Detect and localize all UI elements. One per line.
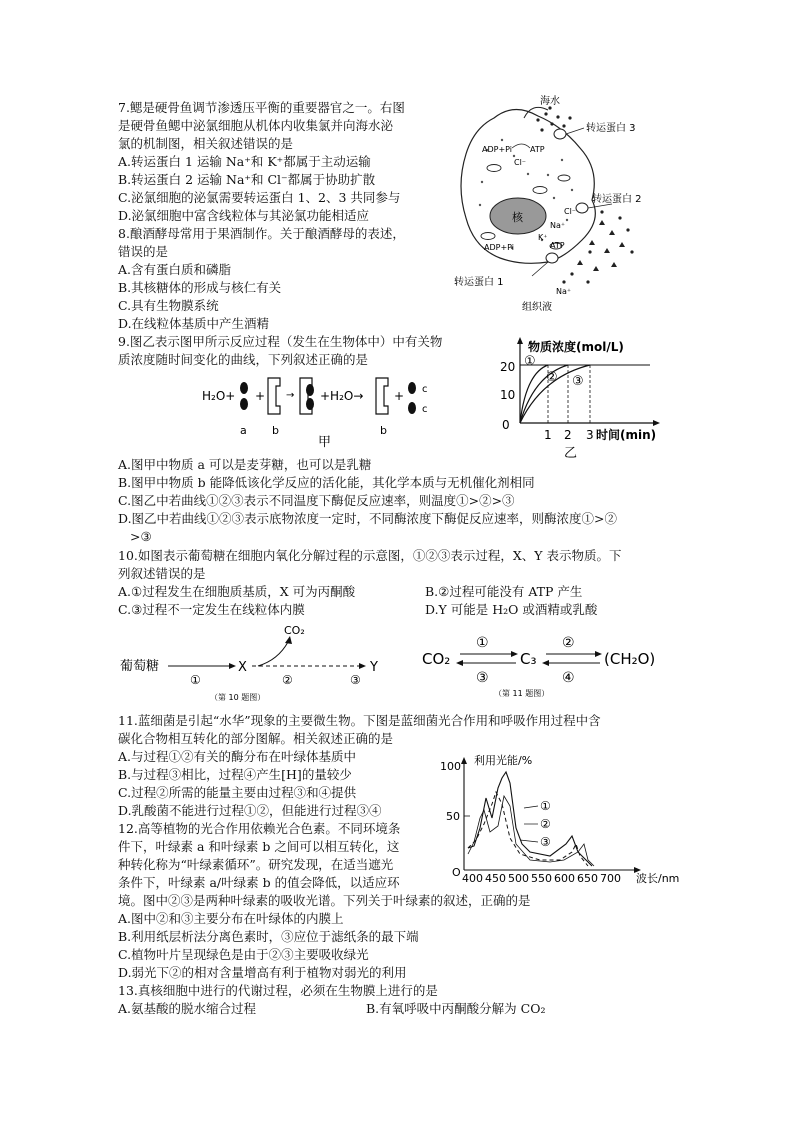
q9-option-c: C.图乙中若曲线①②③表示不同温度下酶促反应速率，则温度①>②>③ <box>118 493 515 508</box>
q9-line-1: 9.图乙表示图甲所示反应过程（发生在生物体中）中有关物 <box>118 334 443 349</box>
jia-label-c1: c <box>422 384 428 395</box>
q12-xlabel: 波长/nm <box>636 872 680 885</box>
q9-option-d: D.图乙中若曲线①②③表示底物浓度一定时，不同酶浓度下酶促反应速率，则酶浓度①>② <box>118 511 618 526</box>
jia-plus-1: + <box>255 389 266 403</box>
yi-curve-3: ③ <box>572 374 584 389</box>
adp-pi-top-label: ADP+Pi <box>482 145 513 154</box>
yi-caption: 乙 <box>564 446 578 461</box>
q9-line-2: 质浓度随时间变化的曲线，下列叙述正确的是 <box>118 352 369 367</box>
q10-glucose-figure <box>118 620 408 705</box>
q8-option-d: D.在线粒体基质中产生酒精 <box>118 316 270 331</box>
q12-option-b: B.利用纸层析法分离色素时，③应位于滤纸条的最下端 <box>118 929 419 944</box>
cl-mid-label: Cl⁻ <box>564 207 577 216</box>
q11-p2: ② <box>562 635 575 651</box>
yi-curve-1: ① <box>524 354 536 369</box>
q12-spectrum-graph <box>440 748 690 888</box>
q11-p4: ④ <box>562 670 575 686</box>
q10-y: Y <box>370 660 378 675</box>
protein2-label: 转运蛋白 2 <box>592 194 642 205</box>
q12-line-5: 境。图中②③是两种叶绿素的吸收光谱。下列关于叶绿素的叙述，正确的是 <box>118 893 531 908</box>
q11-co2: CO₂ <box>422 650 451 668</box>
q12-xtick-650: 650 <box>577 872 598 885</box>
q11-option-d: D.乳酸菌不能进行过程①②，但能进行过程③④ <box>118 803 382 818</box>
q10-p2: ② <box>282 673 293 687</box>
cell-outline <box>461 109 595 263</box>
q11-p3: ③ <box>476 670 489 686</box>
q12-y100: 100 <box>440 760 461 773</box>
q7-option-b: B.转运蛋白 2 运输 Na⁺和 Cl⁻都属于协助扩散 <box>118 172 376 187</box>
q7-line-2: 是硬骨鱼鳃中泌氯细胞从机体内收集氯并向海水泌 <box>118 118 394 133</box>
yi-curve-2: ② <box>546 370 558 385</box>
q11-line-2: 碳化合物相互转化的部分图解。相关叙述正确的是 <box>118 731 394 746</box>
q12-xtick-400: 400 <box>462 872 483 885</box>
q12-ylabel: 利用光能/% <box>474 754 533 767</box>
q8-line-2: 错误的是 <box>118 244 169 259</box>
q12-xtick-600: 600 <box>554 872 575 885</box>
q11-option-a: A.与过程①②有关的酶分布在叶绿体基质中 <box>118 749 357 764</box>
jia-plus-2: + <box>394 389 405 403</box>
q12-curve-3: ③ <box>540 835 551 849</box>
q7-option-d: D.泌氯细胞中富含线粒体与其泌氯功能相适应 <box>118 208 370 223</box>
yi-ytick-10: 10 <box>500 388 516 402</box>
q11-line-1: 11.蓝细菌是引起“水华”现象的主要微生物。下图是蓝细菌光合作用和呼吸作用过程中含 <box>118 713 601 728</box>
q11-option-c: C.过程②所需的能量主要由过程③和④提供 <box>118 785 357 800</box>
q7-option-a: A.转运蛋白 1 运输 Na⁺和 K⁺都属于主动运输 <box>118 154 371 169</box>
q9-option-a: A.图甲中物质 a 可以是麦芽糖，也可以是乳糖 <box>118 457 372 472</box>
nucleus-label: 核 <box>512 211 523 224</box>
q8-option-a: A.含有蛋白质和磷脂 <box>118 262 232 277</box>
q9-reaction-figure <box>200 372 450 452</box>
yi-xtick-1: 1 <box>544 428 552 442</box>
jia-label-b1: b <box>272 424 279 437</box>
jia-label-c2: c <box>422 404 428 415</box>
cl-top-label: Cl⁻ <box>514 158 527 167</box>
q8-option-b: B.其核糖体的形成与核仁有关 <box>118 280 282 295</box>
q12-xtick-500: 500 <box>508 872 529 885</box>
jia-label-b2: b <box>380 424 387 437</box>
q12-line-1: 12.高等植物的光合作用依赖光合色素。不同环境条 <box>118 821 401 836</box>
protein1-label: 转运蛋白 1 <box>454 277 504 288</box>
q11-option-b: B.与过程③相比，过程④产生[H]的量较少 <box>118 767 352 782</box>
q10-p1: ① <box>190 673 201 687</box>
q12-line-2: 件下，叶绿素 a 和叶绿素 b 之间可以相互转化，这 <box>118 839 400 854</box>
q12-xtick-550: 550 <box>531 872 552 885</box>
jia-caption: 甲 <box>318 435 332 450</box>
q12-option-d: D.弱光下②的相对含量增高有利于植物对弱光的利用 <box>118 965 407 980</box>
q13-line-1: 13.真核细胞中进行的代谢过程，必须在生物膜上进行的是 <box>118 983 438 998</box>
q8-option-c: C.具有生物膜系统 <box>118 298 219 313</box>
q12-xtick-450: 450 <box>485 872 506 885</box>
q10-glucose: 葡萄糖 <box>120 659 160 674</box>
q11-caption: （第 11 题图） <box>494 689 550 698</box>
q11-p1: ① <box>476 635 489 651</box>
jia-label-a: a <box>240 424 247 437</box>
q13-option-b: B.有氧呼吸中丙酮酸分解为 CO₂ <box>366 1001 546 1016</box>
q12-curve-1: ① <box>540 799 551 813</box>
q9-option-b: B.图甲中物质 b 能降低该化学反应的活化能，其化学本质与无机催化剂相同 <box>118 475 535 490</box>
q11-carbon-figure <box>420 630 680 705</box>
q10-option-a: A.①过程发生在细胞质基质，X 可为丙酮酸 <box>118 584 356 599</box>
q10-x: X <box>238 660 247 675</box>
q10-p3: ③ <box>350 673 361 687</box>
yi-ylabel: 物质浓度(mol/L) <box>528 340 624 354</box>
svg-text:→: → <box>286 390 295 401</box>
q12-origin: O <box>452 866 461 879</box>
seawater-label: 海水 <box>540 96 560 107</box>
q10-line-1: 10.如图表示葡萄糖在细胞内氧化分解过程的示意图，①②③表示过程，X、Y 表示物质。下 <box>118 548 622 563</box>
jia-h2o-2: +H₂O→ <box>320 389 364 403</box>
q10-option-d: D.Y 可能是 H₂O 或酒精或乳酸 <box>425 602 598 617</box>
k-mid-label: K⁺ <box>538 233 548 242</box>
q7-line-3: 氯的机制图，相关叙述错误的是 <box>118 136 294 151</box>
adp-pi-bottom-label: ADP+Pi <box>484 243 515 252</box>
na-mid-label: Na⁺ <box>550 221 566 230</box>
q12-option-c: C.植物叶片呈现绿色是由于②③主要吸收绿光 <box>118 947 369 962</box>
tissue-fluid-label: 组织液 <box>522 302 552 313</box>
jia-h2o-1: H₂O+ <box>202 389 236 403</box>
atp-bottom-label: ATP <box>550 241 565 250</box>
q11-ch2o: (CH₂O) <box>604 650 656 668</box>
q12-y50: 50 <box>446 810 460 823</box>
q10-co2: CO₂ <box>284 624 305 637</box>
q7-chloride-cell-figure <box>452 90 652 315</box>
q12-line-4: 条件下，叶绿素 a/叶绿素 b 的值会降低，以适应环 <box>118 875 400 890</box>
protein3-label: 转运蛋白 3 <box>586 123 636 134</box>
yi-xtick-2: 2 <box>564 428 572 442</box>
q13-option-a: A.氨基酸的脱水缩合过程 <box>118 1001 257 1016</box>
atp-top-label: ATP <box>530 145 545 154</box>
yi-origin: 0 <box>502 418 510 432</box>
q12-xtick-700: 700 <box>600 872 621 885</box>
yi-xlabel: 时间(min) <box>596 428 657 442</box>
q10-line-2: 列叙述错误的是 <box>118 566 206 581</box>
q10-caption: （第 10 题图） <box>210 693 266 702</box>
q12-curve-2: ② <box>540 817 551 831</box>
q7-option-c: C.泌氯细胞的泌氯需要转运蛋白 1、2、3 共同参与 <box>118 190 401 205</box>
q11-c3: C₃ <box>520 650 537 668</box>
yi-xtick-3: 3 <box>586 428 594 442</box>
q12-line-3: 种转化称为“叶绿素循环”。研究发现，在适当遮光 <box>118 857 394 872</box>
q9-concentration-graph <box>490 333 710 463</box>
q10-option-b: B.②过程可能没有 ATP 产生 <box>425 584 583 599</box>
q8-line-1: 8.酿酒酵母常用于果酒制作。关于酿酒酵母的表述， <box>118 226 405 241</box>
q12-option-a: A.图中②和③主要分布在叶绿体的内膜上 <box>118 911 344 926</box>
yi-ytick-20: 20 <box>500 360 516 374</box>
q7-line-1: 7.鳃是硬骨鱼调节渗透压平衡的重要器官之一。右图 <box>118 100 405 115</box>
q10-option-c: C.③过程不一定发生在线粒体内膜 <box>118 602 305 617</box>
q9-option-d-cont: >③ <box>130 529 152 544</box>
na-bottom-label: Na⁺ <box>556 287 572 296</box>
